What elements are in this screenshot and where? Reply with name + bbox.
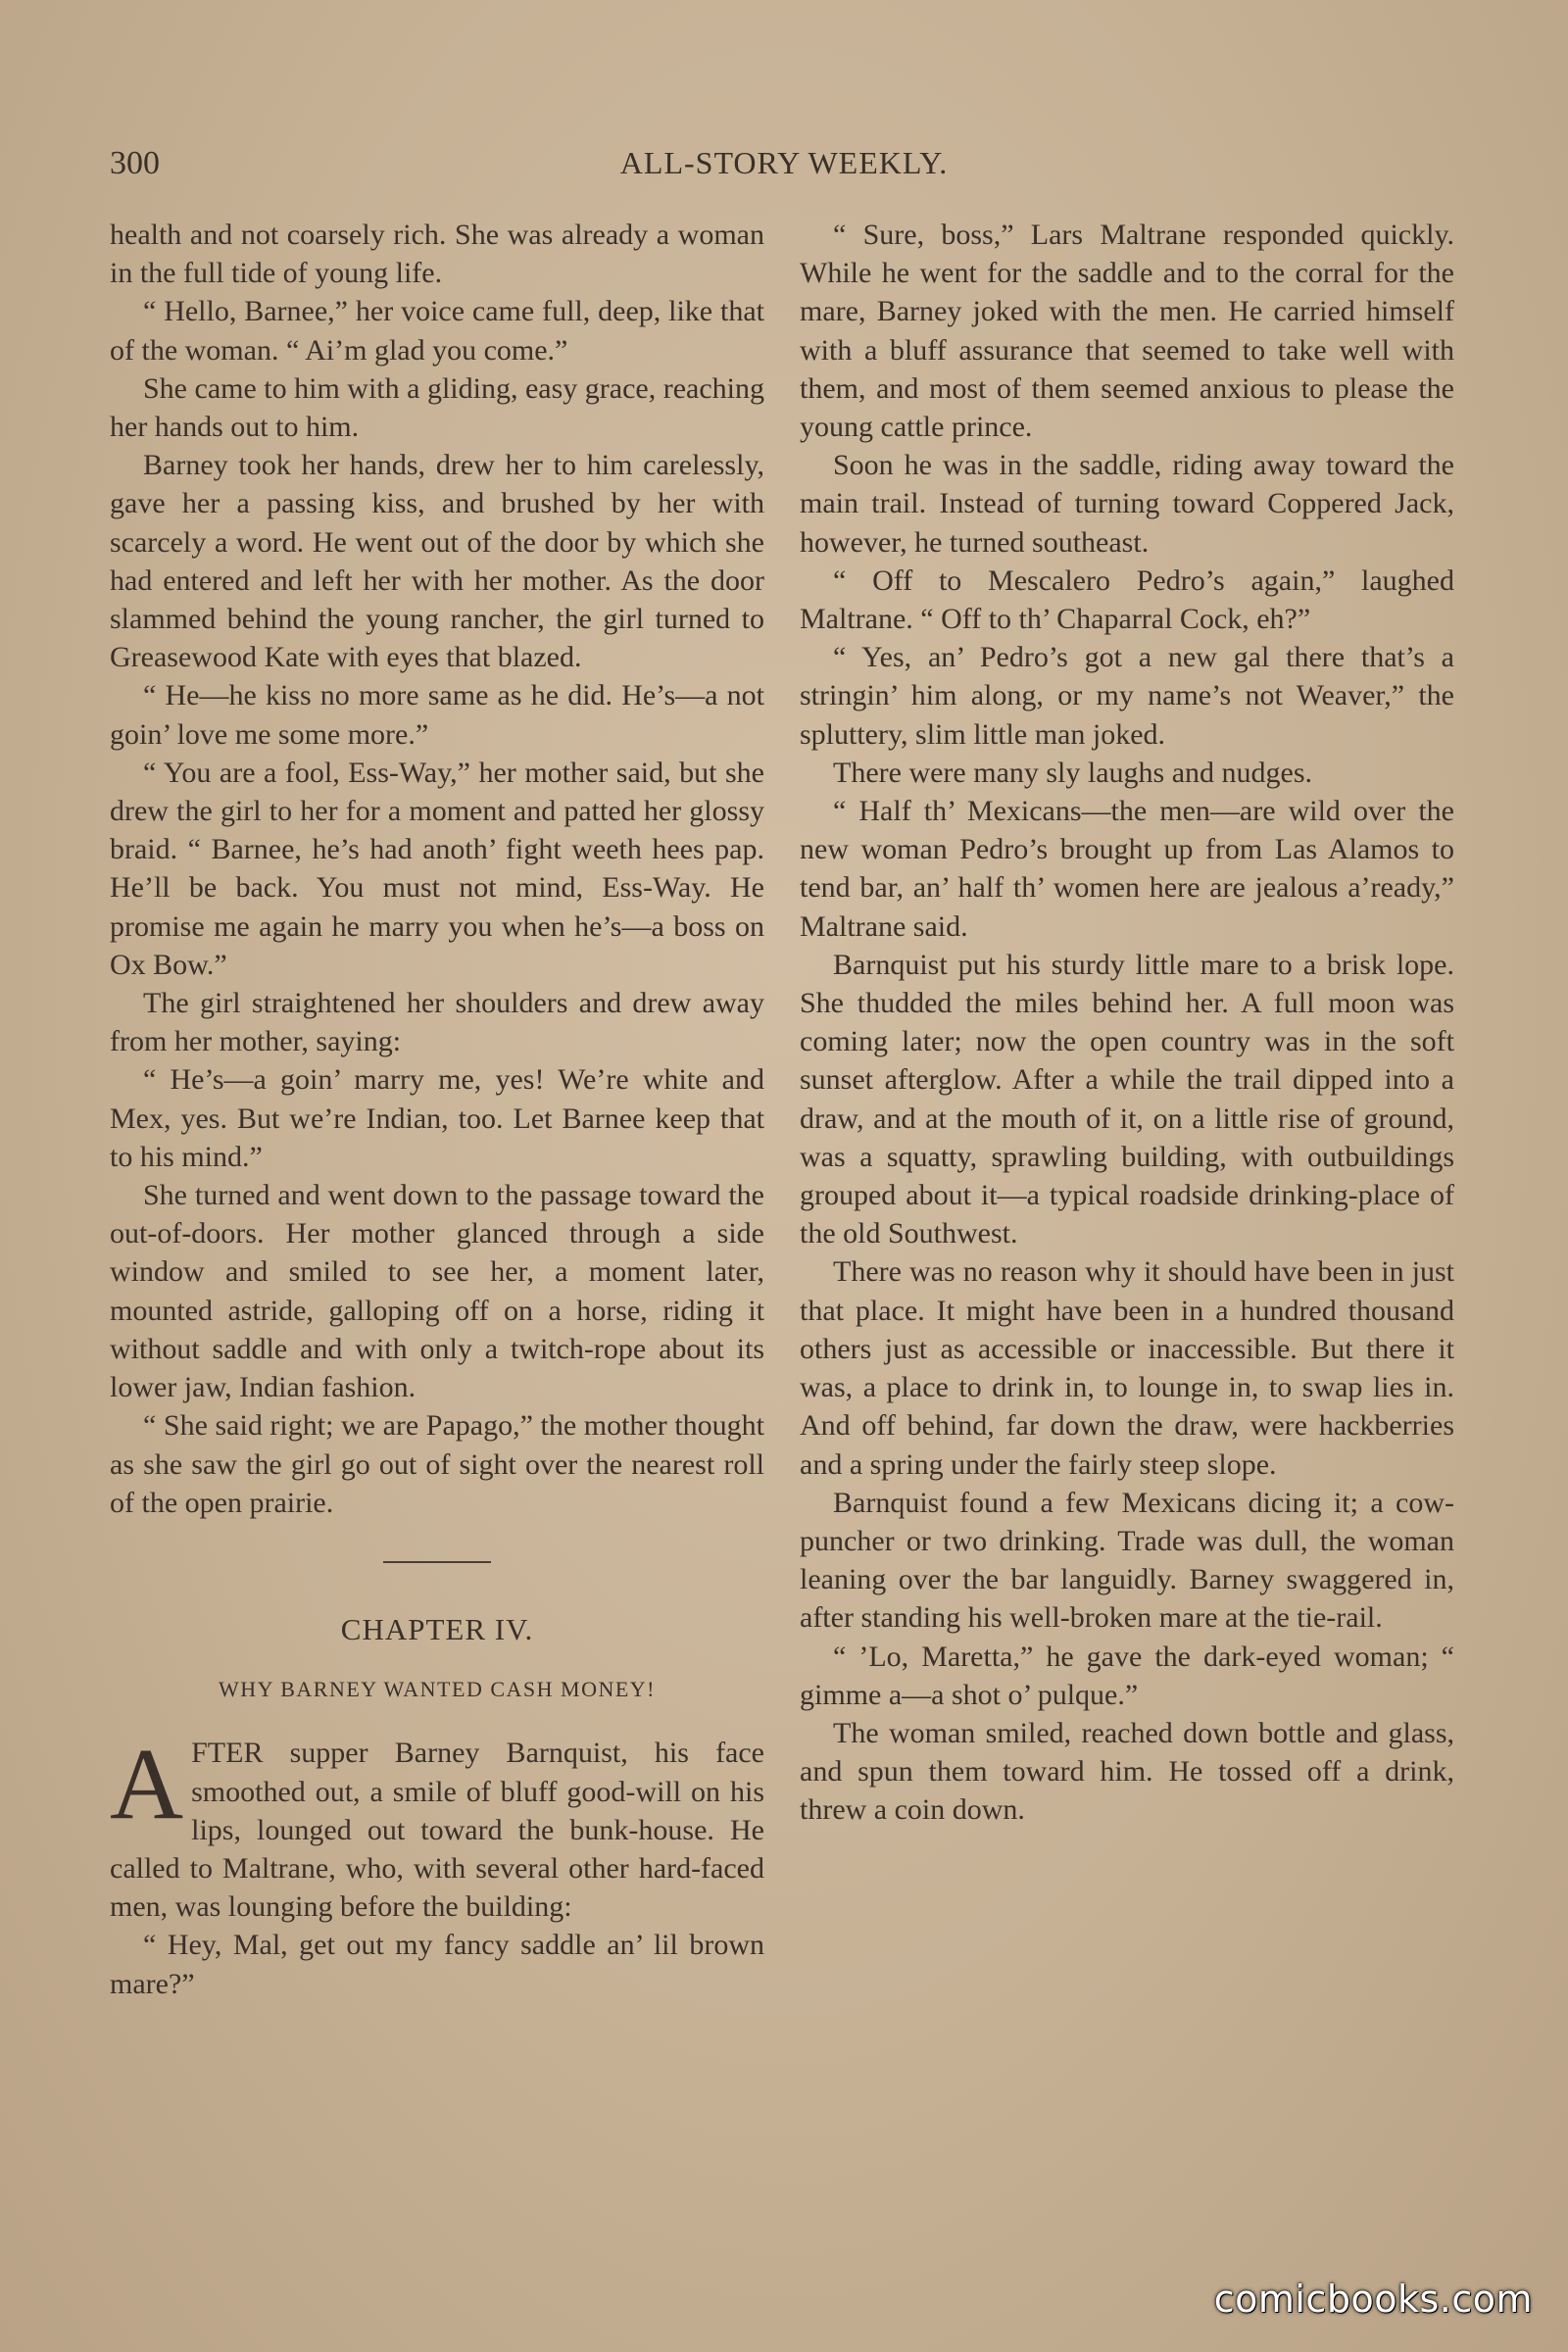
paragraph: “ Off to Mescalero Pedro’s again,” laughed Maltrane. “ Off to th’ Chaparral Cock, eh?” bbox=[800, 564, 1454, 636]
paragraph: Barnquist found a few Mexicans dicing it; a cow-puncher or two drinking. Trade was dull, the woman leaning over the bar languidly. Barney swaggered in, after standing his well-broken mare at the tie-rail. bbox=[800, 1486, 1454, 1635]
chapter-title: CHAPTER IV. bbox=[340, 1611, 534, 1646]
paragraph: She came to him with a gliding, easy grace, reaching her hands out to him. bbox=[110, 371, 764, 444]
section-divider bbox=[383, 1561, 491, 1563]
paragraph: Soon he was in the saddle, riding away toward the main trail. Instead of turning toward Coppered Jack, however, he turned southeast. bbox=[800, 449, 1454, 559]
chapter-opening bbox=[110, 1728, 764, 1926]
paragraph: There was no reason why it should have been in just that place. It might have been in a hundred thousand others just as accessible or inaccessible. But there it was, a place to drink in, to lounge in, to swap lies in. And off behind, far down the draw, were hackberries and a spring under the fairly steep slope. bbox=[800, 1255, 1454, 1481]
paragraph: health and not coarsely rich. She was already a woman in the full tide of young life. bbox=[110, 219, 764, 290]
source-watermark: comicbooks.com bbox=[1213, 2278, 1533, 2321]
paragraph: “ Hello, Barnee,” her voice came full, deep, like that of the woman. “ Ai’m glad you come.” bbox=[110, 295, 764, 367]
page-header bbox=[110, 145, 1458, 192]
paragraph: “ Yes, an’ Pedro’s got a new gal there that’s a stringin’ him along, or my name’s not Weaver,” the spluttery, slim little man joked. bbox=[800, 641, 1454, 751]
paragraph: “ He—he kiss no more same as he did. He’s—a not goin’ love me some more.” bbox=[110, 679, 764, 751]
paragraph: There were many sly laughs and nudges. bbox=[833, 756, 1313, 789]
paragraph: “ You are a fool, Ess-Way,” her mother said, but she drew the girl to her for a moment and patted her glossy braid. “ Barnee, he’s had anoth’ fight weeth hees pap. He’ll be back. You must not mind, Ess-Way. He promise me again he marry you when he’s—a boss on Ox Bow.” bbox=[110, 756, 764, 981]
paragraph: “ Half th’ Mexicans—the men—are wild over the new woman Pedro’s brought up from Las Alamos to tend bar, an’ half th’ women here are jealous a’ready,” Maltrane said. bbox=[800, 795, 1454, 943]
paragraph: “ He’s—a goin’ marry me, yes! We’re white and Mex, yes. But we’re Indian, too. Let Barnee keep that to his mind.” bbox=[110, 1063, 764, 1173]
paragraph: “ Hey, Mal, get out my fancy saddle an’ lil brown mare?” bbox=[110, 1929, 764, 2000]
page-number: 300 bbox=[110, 145, 160, 181]
drop-cap: A bbox=[110, 1728, 184, 1841]
running-title: ALL-STORY WEEKLY. bbox=[619, 145, 949, 180]
right-column bbox=[800, 216, 1454, 1830]
left-column bbox=[110, 216, 764, 2003]
paragraph: The girl straightened her shoulders and drew away from her mother, saying: bbox=[110, 987, 764, 1058]
paragraph: FTER supper Barney Barnquist, his face smoothed out, a smile of bluff good-will on his lips, lounged out toward the bunk-house. He called to Maltrane, who, with several other hard-faced men, was lounging before the building: bbox=[110, 1737, 764, 1924]
paragraph: “ She said right; we are Papago,” the mother thought as she saw the girl go out of sight over the nearest roll of the open prairie. bbox=[110, 1409, 764, 1519]
paragraph: The woman smiled, reached down bottle and glass, and spun them toward him. He tossed off a drink, threw a coin down. bbox=[800, 1716, 1454, 1827]
chapter-subtitle: WHY BARNEY WANTED CASH MONEY! bbox=[219, 1677, 656, 1702]
paragraph: Barney took her hands, drew her to him carelessly, gave her a passing kiss, and brushed by her with scarcely a word. He went out of the door by which she had entered and left her with her mother. As the door slammed behind the young rancher, the girl turned to Greasewood Kate with eyes that blazed. bbox=[110, 449, 764, 674]
paragraph: Barnquist put his sturdy little mare to a brisk lope. She thudded the miles behind her. A full moon was coming later; now the open country was in the soft sunset afterglow. After a while the trail dipped into a draw, and at the mouth of it, on a little rise of ground, was a squatty, sprawling building, with outbuildings grouped about it—a typical roadside drinking-place of the old Southwest. bbox=[800, 948, 1454, 1250]
paragraph: “ Sure, boss,” Lars Maltrane responded quickly. While he went for the saddle and to the corral for the mare, Barney joked with the men. He carried himself with a bluff assurance that seemed to take well with them, and most of them seemed anxious to please the young cattle prince. bbox=[800, 219, 1454, 444]
paragraph: She turned and went down to the passage toward the out-of-doors. Her mother glanced through a side window and smiled to see her, a moment later, mounted astride, galloping off on a horse, riding it without saddle and with only a twitch-rope about its lower jaw, Indian fashion. bbox=[110, 1179, 764, 1404]
paragraph: “ ’Lo, Maretta,” he gave the dark-eyed woman; “ gimme a—a shot o’ pulque.” bbox=[800, 1640, 1454, 1711]
